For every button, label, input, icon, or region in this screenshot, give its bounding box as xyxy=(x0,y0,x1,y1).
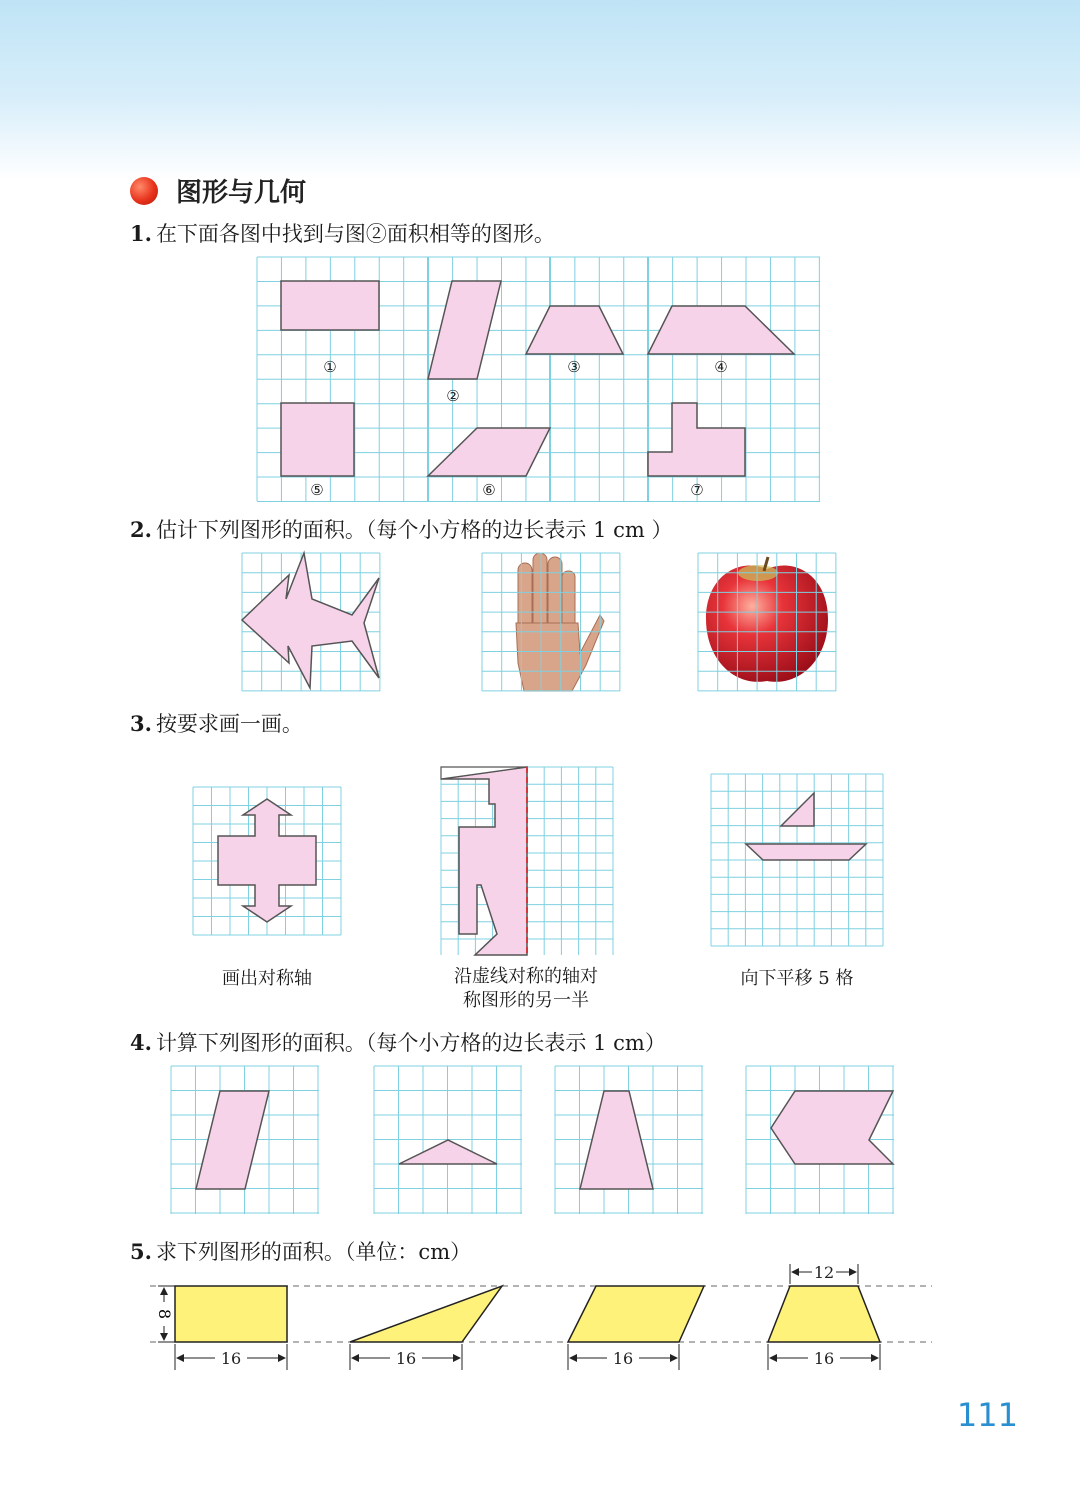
apple-image xyxy=(706,557,828,682)
dim-triangle-base: 16 xyxy=(395,1349,417,1368)
question-text: 计算下列图形的面积。（每个小方格的边长表示 1 cm） xyxy=(155,1031,666,1055)
q3-complete-half-figure xyxy=(441,767,613,955)
dim-trapezoid-bottom: 16 xyxy=(813,1349,835,1368)
shape-7-l-shape xyxy=(648,403,745,476)
dim-rect-base: 16 xyxy=(220,1349,242,1368)
page-number: 111 xyxy=(956,1396,1018,1434)
question-text: 估计下列图形的面积。（每个小方格的边长表示 1 cm ） xyxy=(155,518,673,542)
q4-triangle-figure xyxy=(374,1066,522,1214)
q1-grid-figure xyxy=(257,257,820,501)
caption-symmetry-line2: 称图形的另一半 xyxy=(463,990,589,1011)
question-4 xyxy=(130,1027,666,1057)
fish-shape xyxy=(242,553,379,688)
label-1: ① xyxy=(323,358,337,376)
question-text: 按要求画一画。 xyxy=(155,712,303,736)
caption-draw-axis: 画出对称轴 xyxy=(222,968,312,989)
label-6: ⑥ xyxy=(482,481,496,499)
dim-rect-height: 8 xyxy=(155,1308,174,1320)
shape-3-trapezoid xyxy=(526,306,623,354)
yellow-parallelogram xyxy=(568,1286,704,1342)
shape-6-parallelogram xyxy=(428,428,550,476)
question-number: 2. xyxy=(130,517,152,542)
label-4: ④ xyxy=(714,358,728,376)
section-title: 图形与几何 xyxy=(176,178,307,208)
q2-apple-figure xyxy=(698,553,836,691)
q5-figures xyxy=(140,1260,940,1380)
half-shape xyxy=(441,767,527,955)
question-2 xyxy=(130,514,673,544)
boat-hull-shape xyxy=(746,844,866,860)
dim-parallelogram-base: 16 xyxy=(612,1349,634,1368)
top-gradient-band xyxy=(0,0,1080,180)
yellow-trapezoid xyxy=(768,1286,880,1342)
q2-hand-figure xyxy=(482,553,620,691)
q3-symmetry-axis-figure xyxy=(193,787,341,935)
yellow-rectangle xyxy=(175,1286,287,1342)
question-1 xyxy=(130,218,555,248)
label-2: ② xyxy=(446,387,460,405)
question-text: 求下列图形的面积。（单位：cm） xyxy=(155,1240,472,1264)
question-number: 5. xyxy=(130,1239,152,1264)
question-number: 1. xyxy=(130,221,152,246)
q4-trapezoid-figure xyxy=(555,1066,703,1214)
hand-image xyxy=(516,553,604,691)
label-3: ③ xyxy=(567,358,581,376)
question-number: 4. xyxy=(130,1030,152,1055)
q2-fish-figure xyxy=(242,553,380,691)
arrow-shape xyxy=(771,1091,893,1164)
q4-arrow-figure xyxy=(746,1066,894,1214)
section-bullet-icon xyxy=(130,177,158,205)
triangle-shape xyxy=(399,1140,497,1164)
yellow-triangle xyxy=(350,1286,502,1342)
question-text: 在下面各图中找到与图②面积相等的图形。 xyxy=(155,222,555,246)
caption-symmetry-line1: 沿虚线对称的轴对 xyxy=(454,966,598,987)
shape-1-rectangle xyxy=(281,281,379,330)
label-5: ⑤ xyxy=(310,481,324,499)
caption-translate: 向下平移 5 格 xyxy=(740,968,854,989)
arrow-cross-shape xyxy=(218,799,316,922)
question-3 xyxy=(130,708,303,738)
q4-parallelogram-figure xyxy=(171,1066,319,1214)
label-7: ⑦ xyxy=(690,481,704,499)
q3-translate-figure xyxy=(711,774,883,946)
question-number: 3. xyxy=(130,711,152,736)
shape-5-square xyxy=(281,403,354,476)
dim-trapezoid-top: 12 xyxy=(813,1263,835,1282)
section-header xyxy=(130,172,306,209)
